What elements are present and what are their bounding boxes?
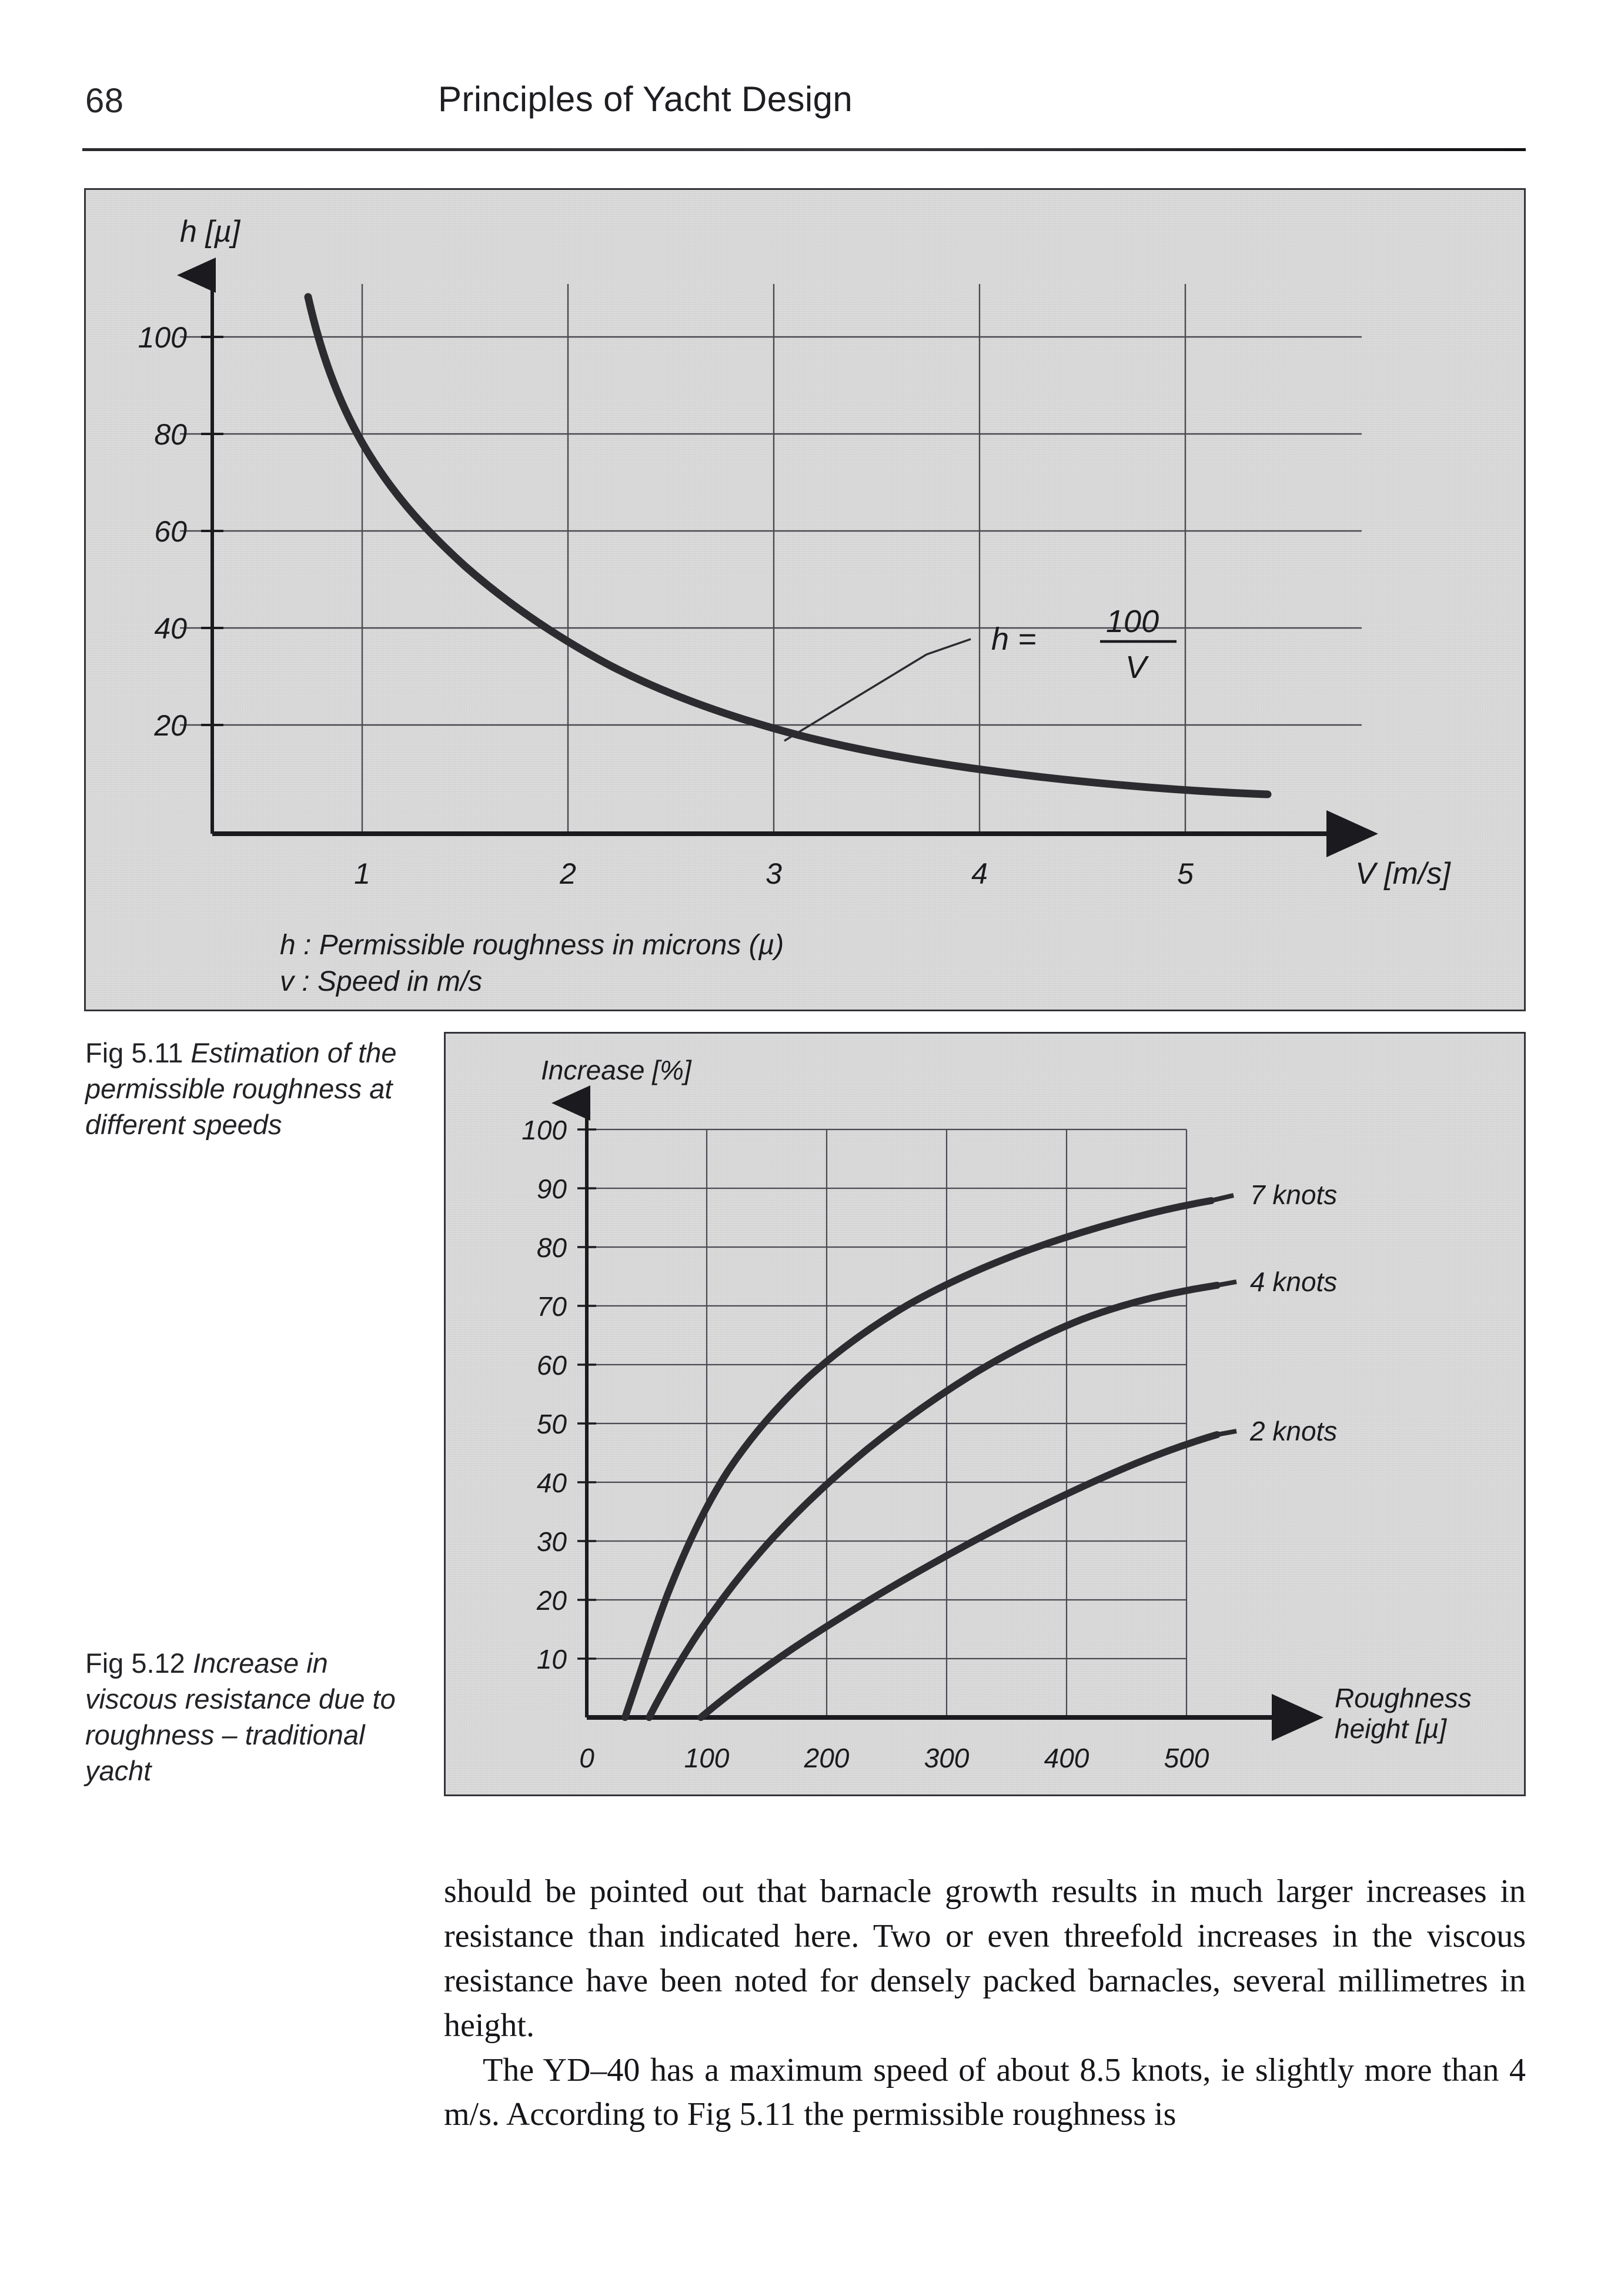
chart-2-curve-7-knots: [625, 1201, 1211, 1717]
chart-2-label-leader-7-knots: [1211, 1195, 1234, 1201]
svg-text:300: 300: [924, 1743, 970, 1773]
body-paragraph-1: should be pointed out that barnacle growth results in much larger increases in resistance than indicated here. Two or even threefold increases in the viscous resistance have been noted for densely packed barnacles, several millimetres in height.: [444, 1873, 1526, 2044]
chart-1-x-tick-labels: [354, 857, 1194, 890]
svg-text:30: 30: [536, 1526, 567, 1557]
chart-1-legend-line-1: h : Permissible roughness in microns (µ): [280, 930, 784, 961]
chart-1-equation-leader-tail: [927, 639, 971, 654]
chart-1-equation-annotation: [991, 604, 1177, 685]
figure-panel-5-11: [84, 188, 1526, 1011]
svg-text:100: 100: [522, 1115, 567, 1145]
chart-1-equation-denominator: V: [1125, 650, 1147, 685]
running-title: Principles of Yacht Design: [438, 79, 853, 119]
svg-text:400: 400: [1044, 1743, 1089, 1773]
chart-2-curve-4-knots: [649, 1285, 1217, 1717]
chart-1-curve-h-100-over-v: [308, 297, 1268, 794]
chart-2-y-tick-labels: [522, 1115, 567, 1675]
chart-2-x-axis-label-line-2: height [µ]: [1335, 1713, 1447, 1744]
svg-text:200: 200: [804, 1743, 850, 1773]
figure-panel-5-12: [444, 1032, 1526, 1796]
chart-1-legend: [280, 930, 784, 997]
svg-text:20: 20: [536, 1585, 567, 1616]
svg-text:90: 90: [536, 1174, 567, 1204]
figure-caption-5-12-number: Fig 5.12: [85, 1647, 185, 1679]
svg-text:60: 60: [536, 1350, 567, 1381]
chart-2-series-label-2-knots: 2 knots: [1250, 1416, 1338, 1446]
chart-1-equation-lhs: h =: [991, 621, 1037, 657]
chart-1-y-axis-label: h [µ]: [180, 215, 240, 249]
chart-2-series-label-7-knots: 7 knots: [1250, 1179, 1338, 1210]
svg-text:1: 1: [354, 857, 370, 890]
svg-text:80: 80: [154, 418, 187, 451]
chart-1-equation-numerator: 100: [1106, 604, 1159, 639]
figure-caption-5-12: [85, 1645, 426, 1789]
chart-2-series-labels: [1249, 1179, 1337, 1446]
chart-2-label-leader-2-knots: [1217, 1431, 1236, 1435]
chart-2-x-axis-label-line-1: Roughness: [1335, 1683, 1472, 1713]
chart-2-series-label-4-knots: 4 knots: [1250, 1266, 1338, 1297]
svg-text:100: 100: [138, 321, 187, 354]
svg-text:70: 70: [536, 1291, 567, 1322]
svg-text:3: 3: [766, 857, 782, 890]
chart-1-x-axis-label: V [m/s]: [1355, 857, 1450, 891]
chart-1-legend-line-2: v : Speed in m/s: [280, 966, 483, 997]
chart-1-y-tick-labels: [138, 321, 188, 742]
figure-caption-5-11: [85, 1035, 426, 1142]
svg-text:5: 5: [1177, 857, 1194, 890]
svg-text:80: 80: [536, 1232, 567, 1263]
chart-2-x-axis-label: [1335, 1683, 1472, 1744]
chart-permissible-roughness: [86, 190, 1528, 1013]
svg-text:2: 2: [560, 857, 576, 890]
figure-caption-5-11-number: Fig 5.11: [85, 1037, 183, 1068]
svg-text:100: 100: [684, 1743, 730, 1773]
chart-2-curve-2-knots: [701, 1435, 1217, 1717]
page-header: [0, 71, 1611, 135]
svg-text:0: 0: [579, 1743, 594, 1773]
chart-1-gridlines-horizontal: [180, 337, 1362, 725]
chart-1-gridlines-vertical: [362, 284, 1185, 834]
svg-text:40: 40: [154, 612, 187, 645]
svg-text:500: 500: [1164, 1743, 1209, 1773]
chart-1-equation-leader: [784, 654, 927, 741]
svg-text:20: 20: [154, 709, 187, 742]
body-paragraph-2: The YD–40 has a maximum speed of about 8.5 knots, ie slightly more than 4 m/s. According to Fig 5.11 the permissible roughness is: [444, 2051, 1526, 2133]
svg-text:50: 50: [536, 1409, 567, 1439]
svg-text:4: 4: [971, 857, 988, 890]
svg-text:40: 40: [536, 1468, 567, 1498]
figure-caption-5-11-text: Estimation of the permissible roughness at different speeds: [85, 1037, 397, 1141]
chart-2-label-leader-4-knots: [1217, 1282, 1236, 1285]
header-divider-rule: [82, 148, 1526, 151]
chart-2-x-tick-labels: [579, 1743, 1209, 1773]
page-number: 68: [85, 82, 124, 120]
body-text-block: [444, 1870, 1526, 2137]
chart-2-y-axis-label: Increase [%]: [541, 1055, 691, 1085]
chart-viscous-resistance-increase: [446, 1034, 1528, 1798]
figure-caption-5-12-text: Increase in viscous resistance due to roughness – traditional yacht: [85, 1647, 396, 1787]
svg-text:10: 10: [536, 1644, 567, 1675]
svg-text:60: 60: [154, 515, 187, 548]
